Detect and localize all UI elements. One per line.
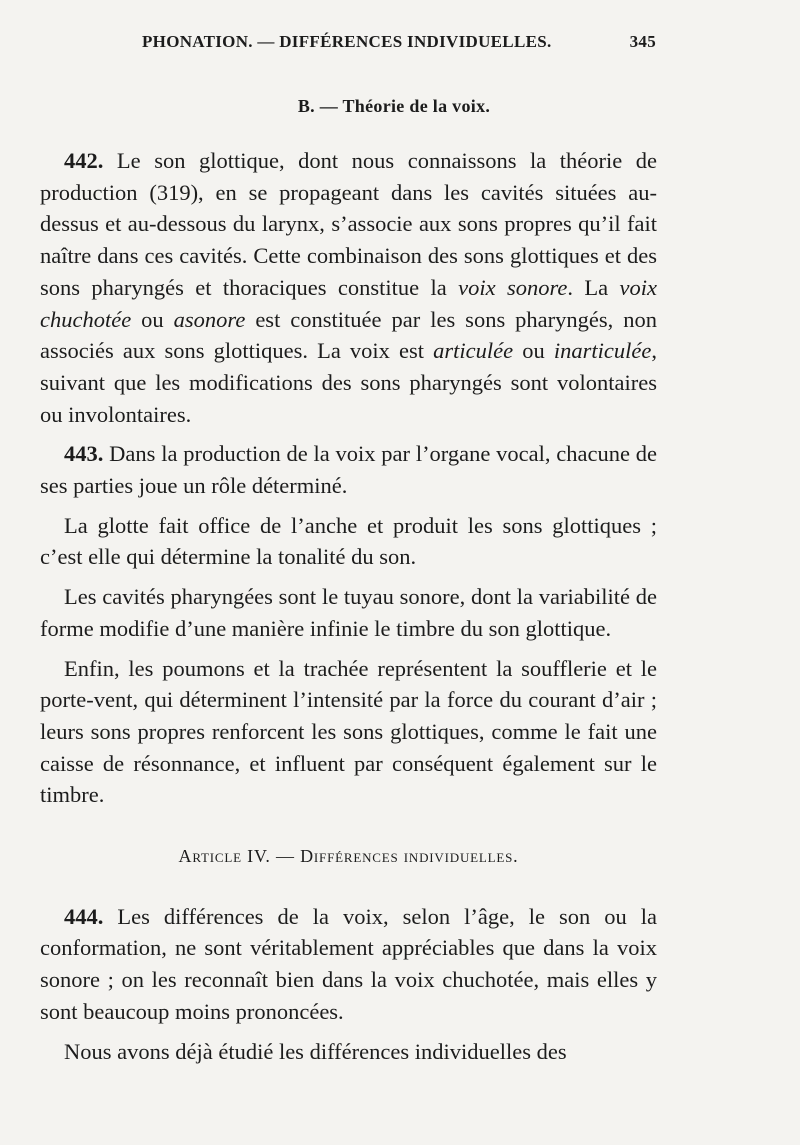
italic-term: voix sonore bbox=[458, 274, 568, 300]
paragraph-poumons: Enfin, les poumons et la trachée représentent la soufflerie et le porte-vent, qui déterminent l’intensité par la force du courant d’air ; leurs sons propres renforcent les sons glottiques, comme le fait une caisse de résonnance, et influent par conséquent également sur le timbre. bbox=[40, 655, 657, 808]
paragraph-text: , suivant que les modifications des sons pharyngés sont volontaires ou involontaires. bbox=[40, 338, 658, 427]
paragraph-444 bbox=[40, 901, 657, 1028]
paragraph-text: Le son glottique, dont nous connaissons la théorie de production (319), en se propageant dans les cavités situées au-dessus et au-dessous du larynx, s’associe aux sons propres qu’il fait naître dans ces cavités. Cette combinaison des sons glottiques et des sons pharyngés et thoraciques constitue la bbox=[40, 148, 658, 300]
paragraph-text: ou bbox=[131, 306, 174, 332]
italic-term: inarticulée bbox=[553, 338, 652, 364]
body-text bbox=[40, 145, 657, 1067]
paragraph-glotte: La glotte fait office de l’anche et produit les sons glottiques ; c’est elle qui détermine la tonalité du son. bbox=[40, 512, 657, 570]
running-header bbox=[40, 32, 656, 52]
paragraph-text: Dans la production de la voix par l’organe vocal, chacune de ses parties joue un rôle déterminé. bbox=[40, 441, 657, 499]
paragraph-text: est constituée par les sons pharyngés, non associés aux sons glottiques. La voix est bbox=[40, 306, 658, 364]
section-title bbox=[0, 96, 800, 117]
paragraph-443 bbox=[40, 438, 657, 501]
article-title-text: Article IV. — Différences individuelles. bbox=[178, 846, 519, 867]
page-number: 345 bbox=[629, 32, 656, 51]
running-title: PHONATION. — DIFFÉRENCES INDIVIDUELLES. bbox=[142, 32, 552, 51]
paragraph-number: 444. bbox=[64, 903, 104, 929]
paragraph-differences: Nous avons déjà étudié les différences individuelles des bbox=[64, 1038, 567, 1064]
italic-term: asonore bbox=[173, 306, 246, 332]
article-title bbox=[40, 841, 657, 873]
paragraph-number: 443. bbox=[64, 441, 104, 467]
paragraph-text: Les différences de la voix, selon l’âge, le son ou la conformation, ne sont véritablement appréciables que dans la voix sonore ; on les reconnaît bien dans la voix chuchotée, mais elles y sont beaucoup moins prononcées. bbox=[40, 903, 658, 1024]
paragraph-text: ou bbox=[513, 338, 554, 364]
paragraph-442 bbox=[40, 145, 657, 430]
italic-term: articulée bbox=[433, 338, 514, 364]
section-title-text: B. — Théorie de la voix. bbox=[297, 96, 491, 116]
paragraph-number: 442. bbox=[64, 148, 104, 173]
paragraph-text: . La bbox=[567, 274, 620, 300]
italic-term: voix chuchotée bbox=[40, 274, 658, 332]
paragraph-cavites: Les cavités pharyngées sont le tuyau sonore, dont la variabilité de forme modifie d’une manière infinie le timbre du son glottique. bbox=[40, 584, 657, 641]
